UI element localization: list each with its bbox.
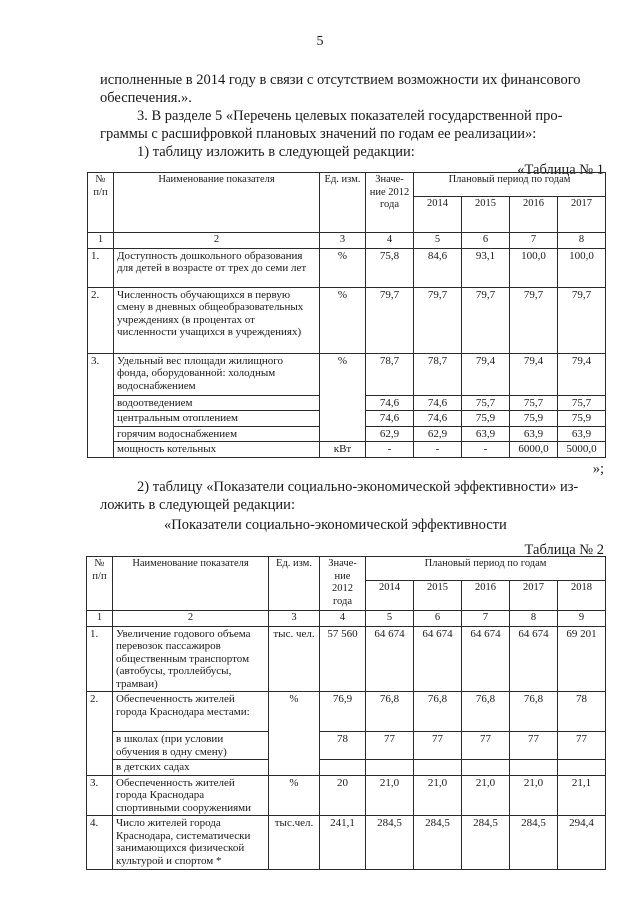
row-name: горячим водоснабжением (114, 426, 320, 442)
middle-line-2: ложить в следующей редакции: (100, 497, 295, 513)
row-year-value: 284,5 (510, 816, 558, 870)
row-name: водоотведением (114, 395, 320, 411)
t2-colnum: 5 (366, 611, 414, 627)
row-value-2012: 20 (320, 775, 366, 816)
row-year-value: 75,9 (558, 411, 606, 427)
t1-header-name: Наименование показателя (114, 173, 320, 233)
row-year-value: 21,1 (558, 775, 606, 816)
row-value-2012: 79,7 (366, 287, 414, 353)
row-year-value: 75,7 (558, 395, 606, 411)
t1-header-year: 2015 (462, 197, 510, 233)
table-row (87, 732, 606, 760)
row-name: центральным отоплением (114, 411, 320, 427)
row-value-2012: - (366, 442, 414, 458)
t1-colnum: 7 (510, 233, 558, 249)
row-year-value: 63,9 (462, 426, 510, 442)
t1-header-num: № п/п (88, 173, 114, 233)
row-year-value: 75,7 (510, 395, 558, 411)
t2-colnum: 8 (510, 611, 558, 627)
t2-colnum: 9 (558, 611, 606, 627)
table-row (87, 760, 606, 776)
row-year-value: 284,5 (462, 816, 510, 870)
intro-line-5: 1) таблицу изложить в следующей редакции: (137, 144, 415, 160)
row-year-value: 64 674 (510, 626, 558, 692)
row-unit: % (320, 287, 366, 353)
t2-colnum: 4 (320, 611, 366, 627)
table1-closing: »; (592, 461, 604, 477)
row-year-value: 294,4 (558, 816, 606, 870)
table2-caption: Таблица № 2 (524, 542, 604, 558)
row-name: Обеспеченность жителей города Краснодара местами: (113, 692, 269, 732)
table2-heading: «Показатели социально-экономической эффективности (164, 517, 507, 533)
row-year-value: 75,9 (462, 411, 510, 427)
row-year-value: 284,5 (366, 816, 414, 870)
table-row (88, 287, 606, 353)
row-year-value: - (462, 442, 510, 458)
row-year-value: 77 (558, 732, 606, 760)
row-year-value: 79,4 (558, 353, 606, 395)
row-year-value: 21,0 (414, 775, 462, 816)
row-year-value: 77 (414, 732, 462, 760)
row-year-value: 79,4 (462, 353, 510, 395)
t2-colnum: 3 (269, 611, 320, 627)
intro-line-3: 3. В разделе 5 «Перечень целевых показателей государственной про- (137, 108, 563, 124)
row-name: в детских садах (113, 760, 269, 776)
table-row (88, 442, 606, 458)
row-value-2012: 241,1 (320, 816, 366, 870)
row-num: 4. (87, 816, 113, 870)
t2-header-year: 2018 (558, 581, 606, 611)
t1-header-year: 2017 (558, 197, 606, 233)
row-name: Обеспеченность жителей города Краснодара спортивными сооружениями (113, 775, 269, 816)
t1-colnum: 5 (414, 233, 462, 249)
row-value-2012: 74,6 (366, 395, 414, 411)
row-year-value: 74,6 (414, 411, 462, 427)
row-name: Доступность дошкольного образования для детей в возрасте от трех до семи лет (114, 248, 320, 287)
t1-header-year: 2014 (414, 197, 462, 233)
row-name: Увеличение годового объема перевозок пассажиров общественным транспортом (автобусы, троллейбусы, трамваи) (113, 626, 269, 692)
table-row (87, 816, 606, 870)
row-value-2012: 62,9 (366, 426, 414, 442)
row-year-value: 76,8 (366, 692, 414, 732)
table1-caption: «Таблица № 1 (517, 162, 604, 178)
row-year-value: 5000,0 (558, 442, 606, 458)
t2-header-year: 2014 (366, 581, 414, 611)
row-year-value: 63,9 (510, 426, 558, 442)
row-year-value: 100,0 (510, 248, 558, 287)
row-year-value: 78 (558, 692, 606, 732)
table-row (88, 353, 606, 395)
t1-colnum: 3 (320, 233, 366, 249)
row-num: 1. (87, 626, 113, 692)
row-num: 3. (88, 353, 114, 457)
table-2 (86, 556, 606, 870)
t2-colnum: 7 (462, 611, 510, 627)
row-name: мощность котельных (114, 442, 320, 458)
t2-header-year: 2017 (510, 581, 558, 611)
row-year-value: 77 (462, 732, 510, 760)
row-name: Численность обучающихся в первую смену в дневных общеобразовательных учреждениях (в процентах от численности учащихся в учреждениях) (114, 287, 320, 353)
row-year-value: 6000,0 (510, 442, 558, 458)
row-name: Число жителей города Краснодара, систематически занимающихся физической культурой и спортом * (113, 816, 269, 870)
t2-header-num: № п/п (87, 557, 113, 611)
row-value-2012: 74,6 (366, 411, 414, 427)
intro-line-1: исполненные в 2014 году в связи с отсутствием возможности их финансового (100, 72, 581, 88)
row-year-value: 79,7 (558, 287, 606, 353)
row-unit: тыс. чел. (269, 626, 320, 692)
row-year-value: 21,0 (510, 775, 558, 816)
row-year-value: 64 674 (414, 626, 462, 692)
row-year-value: 76,8 (462, 692, 510, 732)
row-year-value: 79,4 (510, 353, 558, 395)
t1-colnum: 6 (462, 233, 510, 249)
t1-colnum: 8 (558, 233, 606, 249)
t1-colnum: 1 (88, 233, 114, 249)
row-year-value: - (414, 442, 462, 458)
row-unit: % (269, 692, 320, 776)
t2-header-plan: Плановый период по годам (366, 557, 606, 581)
t2-colnum: 6 (414, 611, 462, 627)
row-year-value: 76,8 (414, 692, 462, 732)
t1-header-year: 2016 (510, 197, 558, 233)
table-1 (87, 172, 606, 458)
table-row (87, 626, 606, 692)
table-row (87, 775, 606, 816)
t2-colnum: 2 (113, 611, 269, 627)
t2-header-value-2012: Значе-ние 2012 года (320, 557, 366, 611)
row-value-2012: 57 560 (320, 626, 366, 692)
row-unit: кВт (320, 442, 366, 458)
row-year-value: 21,0 (462, 775, 510, 816)
row-year-value: 75,7 (462, 395, 510, 411)
row-num: 2. (87, 692, 113, 776)
row-year-value: 62,9 (414, 426, 462, 442)
row-year-value: 76,8 (510, 692, 558, 732)
row-value-2012: 76,9 (320, 692, 366, 732)
row-num: 1. (88, 248, 114, 287)
row-year-value: 284,5 (414, 816, 462, 870)
intro-line-2: обеспечения.». (100, 90, 192, 106)
row-year-value: 21,0 (366, 775, 414, 816)
row-unit: % (269, 775, 320, 816)
t1-header-value-2012: Значе-ние 2012 года (366, 173, 414, 233)
row-unit: % (320, 353, 366, 442)
row-year-value: 64 674 (462, 626, 510, 692)
row-year-value: 64 674 (366, 626, 414, 692)
row-year-value: 69 201 (558, 626, 606, 692)
row-year-value: 63,9 (558, 426, 606, 442)
row-value-2012: 78,7 (366, 353, 414, 395)
t2-header-name: Наименование показателя (113, 557, 269, 611)
t1-colnum: 4 (366, 233, 414, 249)
row-year-value: 79,7 (510, 287, 558, 353)
t2-header-year: 2015 (414, 581, 462, 611)
row-year-value: 79,7 (462, 287, 510, 353)
row-name: в школах (при условии обучения в одну смену) (113, 732, 269, 760)
t2-header-year: 2016 (462, 581, 510, 611)
row-value-2012: 75,8 (366, 248, 414, 287)
row-num: 2. (88, 287, 114, 353)
t1-header-plan: Плановый период по годам (414, 173, 606, 197)
row-year-value: 77 (510, 732, 558, 760)
row-year-value: 74,6 (414, 395, 462, 411)
row-year-value: 77 (366, 732, 414, 760)
page-number: 5 (316, 34, 324, 49)
row-year-value: 78,7 (414, 353, 462, 395)
t2-colnum: 1 (87, 611, 113, 627)
intro-line-4: граммы с расшифровкой плановых значений по годам ее реализации»: (100, 126, 537, 142)
row-value-2012: 78 (320, 732, 366, 760)
t1-header-unit: Ед. изм. (320, 173, 366, 233)
table-row (88, 248, 606, 287)
table-row (87, 692, 606, 732)
row-year-value: 93,1 (462, 248, 510, 287)
middle-line-1: 2) таблицу «Показатели социально-экономической эффективности» из- (137, 479, 579, 495)
row-unit: тыс.чел. (269, 816, 320, 870)
row-year-value: 100,0 (558, 248, 606, 287)
row-name: Удельный вес площади жилищного фонда, оборудованной: холодным водоснабжением (114, 353, 320, 395)
row-year-value: 79,7 (414, 287, 462, 353)
row-unit: % (320, 248, 366, 287)
t2-header-unit: Ед. изм. (269, 557, 320, 611)
t1-colnum: 2 (114, 233, 320, 249)
row-year-value: 84,6 (414, 248, 462, 287)
row-year-value: 75,9 (510, 411, 558, 427)
row-num: 3. (87, 775, 113, 816)
